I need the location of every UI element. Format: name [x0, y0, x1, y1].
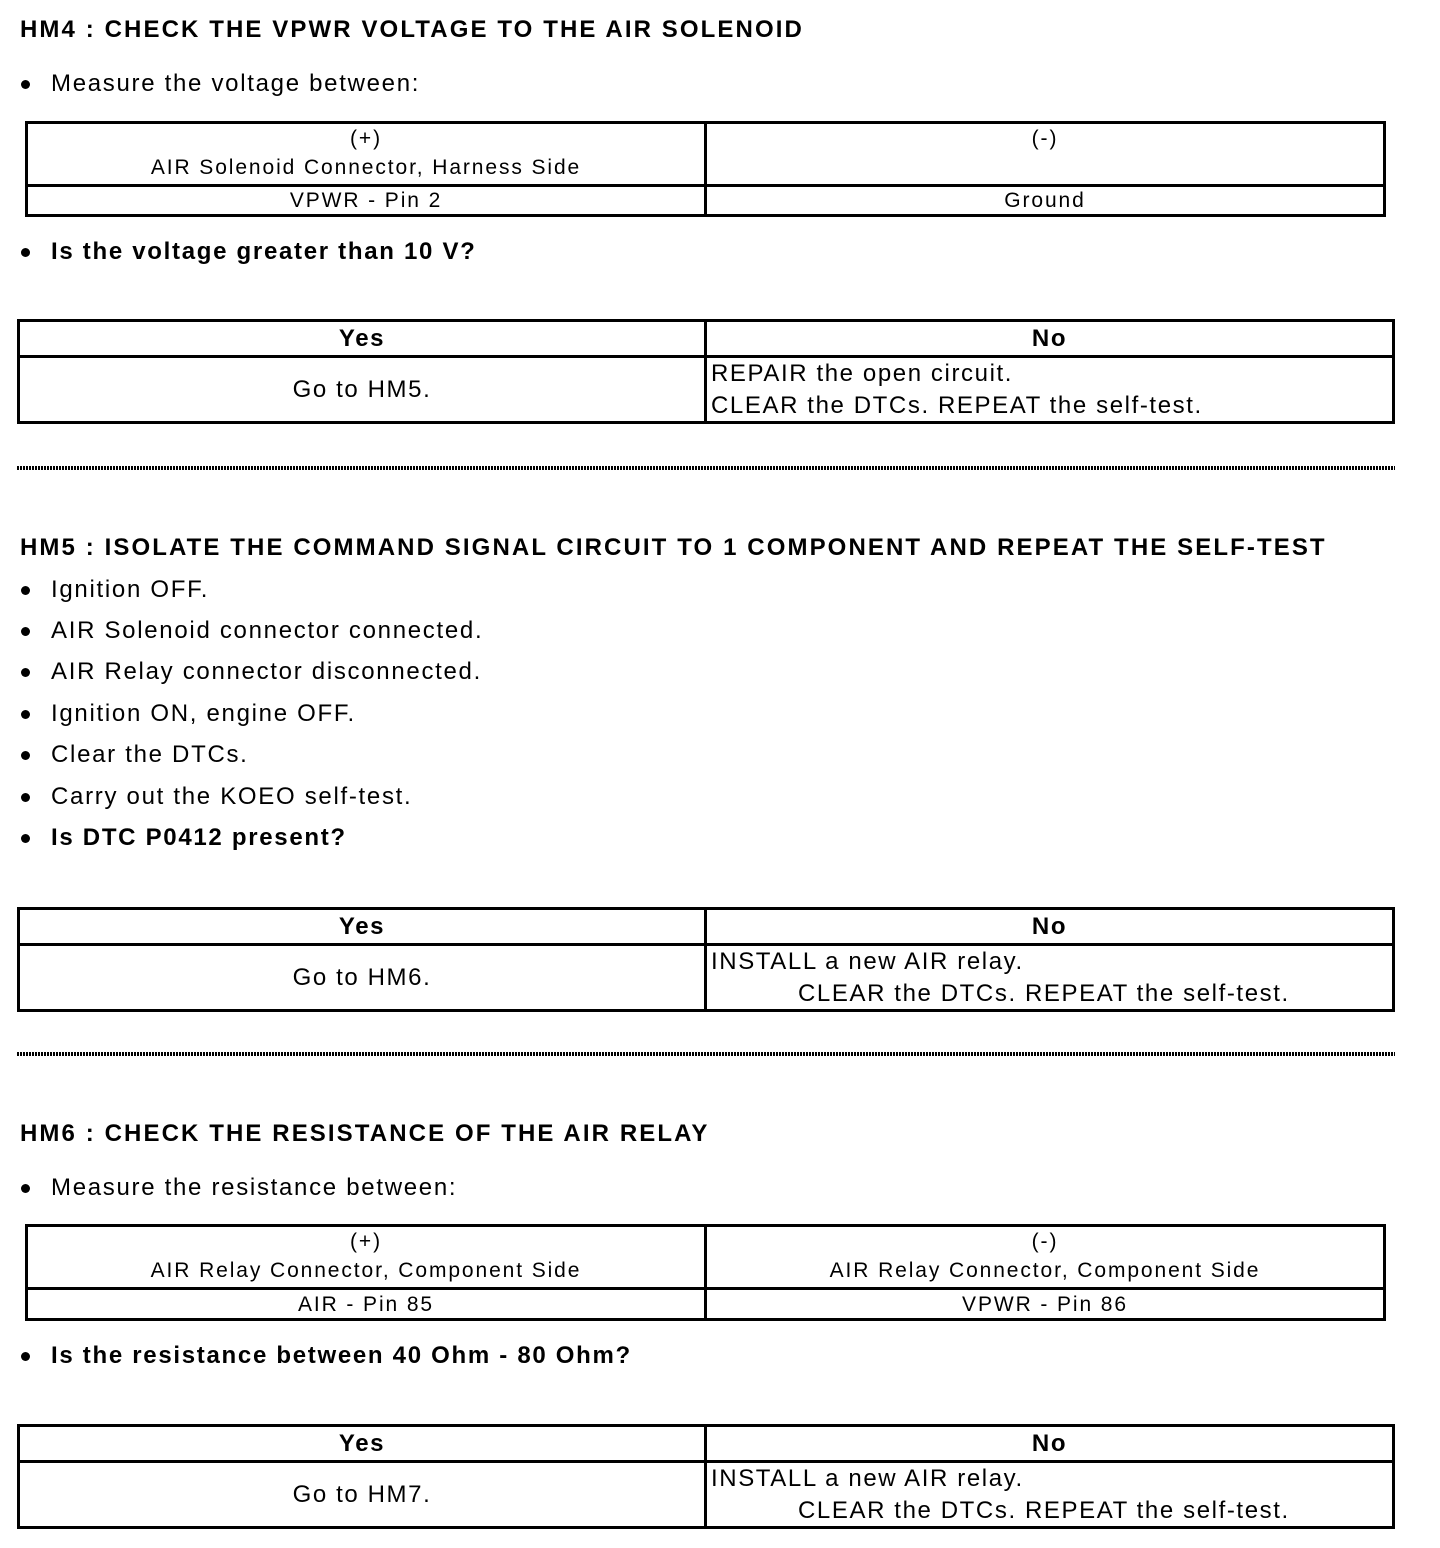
yes-action: Go to HM7. — [292, 1481, 432, 1508]
hm6-result-table — [17, 1424, 1395, 1529]
no-action-line: INSTALL a new AIR relay. — [711, 948, 1024, 975]
yes-action: Go to HM5. — [292, 376, 432, 403]
bullet-icon — [21, 1352, 30, 1361]
bullet-icon — [21, 80, 30, 89]
yes-action-cell — [20, 946, 707, 1010]
positive-connector: AIR Solenoid Connector, Harness Side — [150, 156, 582, 179]
hm4-measure-table — [25, 121, 1386, 217]
hm6-measure-table — [25, 1224, 1386, 1321]
yes-action-cell — [20, 358, 707, 422]
bullet-icon — [21, 751, 30, 760]
bullet-icon — [21, 248, 30, 257]
bullet-icon — [21, 710, 30, 719]
hm4-result-table — [17, 319, 1395, 424]
hm5-step-text: AIR Solenoid connector connected. — [51, 617, 484, 644]
no-action-line: CLEAR the DTCs. REPEAT the self-test. — [798, 1497, 1290, 1524]
hm4-instruction-text: Measure the voltage between: — [51, 70, 421, 97]
yes-header: Yes — [20, 910, 707, 946]
section-divider — [17, 466, 1395, 470]
yes-header: Yes — [20, 322, 707, 358]
hm6-heading: HM6 : CHECK THE RESISTANCE OF THE AIR RELAY — [20, 1120, 710, 1147]
positive-pin-cell — [28, 187, 707, 214]
bullet-icon — [21, 793, 30, 802]
positive-pin: AIR - Pin 85 — [297, 1292, 434, 1316]
negative-pin-cell — [707, 187, 1383, 214]
positive-connector: AIR Relay Connector, Component Side — [150, 1259, 582, 1282]
hm5-result-table — [17, 907, 1395, 1012]
negative-pin: Ground — [1004, 189, 1086, 212]
hm5-heading: HM5 : ISOLATE THE COMMAND SIGNAL CIRCUIT TO 1 COMPONENT AND REPEAT THE SELF-TEST — [20, 534, 1327, 561]
hm4-question-text: Is the voltage greater than 10 V? — [51, 238, 477, 265]
no-action-cell — [707, 946, 1392, 1010]
no-header: No — [707, 322, 1392, 358]
hm5-step-text: AIR Relay connector disconnected. — [51, 658, 482, 685]
no-action-line: INSTALL a new AIR relay. — [711, 1465, 1024, 1492]
negative-sign: (-) — [1031, 1230, 1059, 1253]
negative-sign: (-) — [1031, 127, 1059, 150]
hm5-step-text: Ignition OFF. — [51, 576, 210, 603]
positive-sign: (+) — [350, 127, 382, 150]
positive-probe-header — [28, 124, 707, 187]
hm6-instruction-text: Measure the resistance between: — [51, 1174, 458, 1201]
hm5-question-text: Is DTC P0412 present? — [51, 824, 347, 851]
hm5-step-text: Clear the DTCs. — [51, 741, 249, 768]
section-divider — [17, 1052, 1395, 1056]
positive-sign: (+) — [350, 1230, 382, 1253]
positive-pin-cell — [28, 1290, 707, 1318]
positive-probe-header — [28, 1227, 707, 1290]
bullet-icon — [21, 627, 30, 636]
bullet-icon — [21, 586, 30, 595]
bullet-icon — [21, 1184, 30, 1193]
no-header: No — [707, 1427, 1392, 1463]
hm4-heading: HM4 : CHECK THE VPWR VOLTAGE TO THE AIR SOLENOID — [20, 16, 804, 43]
negative-probe-header — [707, 124, 1383, 187]
bullet-icon — [21, 668, 30, 677]
hm5-step-text: Ignition ON, engine OFF. — [51, 700, 356, 727]
positive-pin: VPWR - Pin 2 — [289, 189, 443, 212]
no-header: No — [707, 910, 1392, 946]
no-action-cell — [707, 358, 1392, 422]
yes-action: Go to HM6. — [292, 964, 432, 991]
yes-header: Yes — [20, 1427, 707, 1463]
no-action-line: CLEAR the DTCs. REPEAT the self-test. — [711, 392, 1203, 419]
no-action-line: CLEAR the DTCs. REPEAT the self-test. — [798, 980, 1290, 1007]
negative-pin-cell — [707, 1290, 1383, 1318]
hm6-question-text: Is the resistance between 40 Ohm - 80 Ohm? — [51, 1342, 632, 1369]
yes-action-cell — [20, 1463, 707, 1527]
no-action-line: REPAIR the open circuit. — [711, 360, 1014, 387]
hm5-step-text: Carry out the KOEO self-test. — [51, 783, 413, 810]
negative-connector: AIR Relay Connector, Component Side — [829, 1259, 1261, 1282]
no-action-cell — [707, 1463, 1392, 1527]
negative-pin: VPWR - Pin 86 — [962, 1292, 1128, 1316]
negative-probe-header — [707, 1227, 1383, 1290]
bullet-icon — [21, 834, 30, 843]
